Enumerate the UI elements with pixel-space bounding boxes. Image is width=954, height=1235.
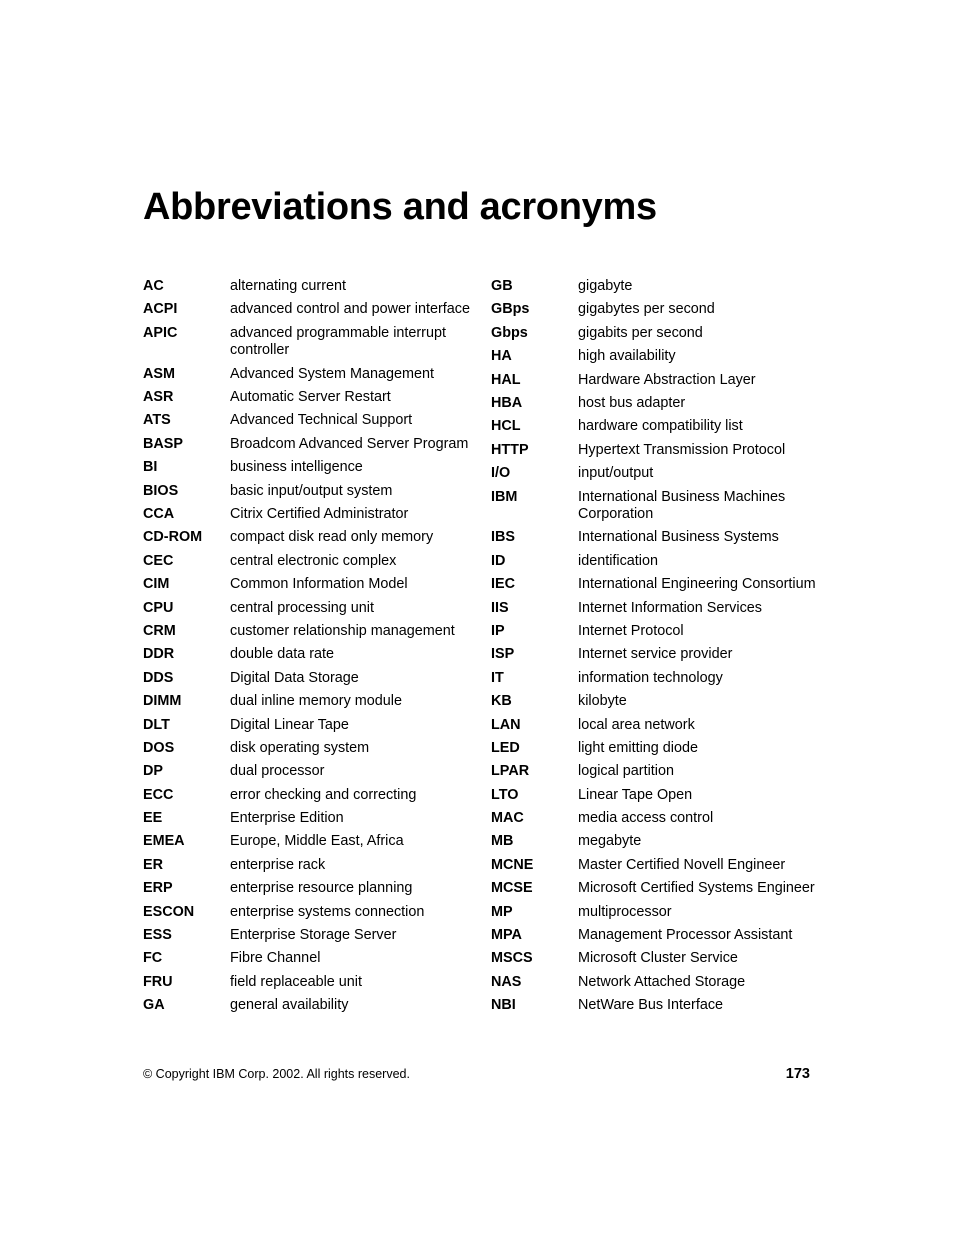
glossary-definition: multiprocessor xyxy=(578,903,672,920)
glossary-term: IEC xyxy=(491,576,515,593)
glossary-term: MCNE xyxy=(491,856,534,873)
glossary-term: MSCS xyxy=(491,950,533,967)
footer xyxy=(143,1066,810,1082)
glossary-term: NBI xyxy=(491,997,516,1014)
glossary-definition: Enterprise Storage Server xyxy=(230,927,397,944)
glossary-term: CCA xyxy=(143,506,175,523)
glossary-definition: Citrix Certified Administrator xyxy=(230,506,409,523)
glossary-definition: Microsoft Cluster Service xyxy=(578,950,738,967)
glossary-term: ATS xyxy=(143,412,171,429)
glossary-term: APIC xyxy=(143,324,178,341)
glossary-term: GA xyxy=(143,997,165,1014)
glossary-entry xyxy=(143,974,473,992)
glossary-term: HA xyxy=(491,348,512,365)
glossary-entry xyxy=(491,997,821,1015)
glossary-definition: double data rate xyxy=(230,646,335,663)
glossary-definition: Automatic Server Restart xyxy=(230,389,391,406)
glossary-definition: business intelligence xyxy=(230,459,363,476)
glossary-term: CPU xyxy=(143,599,174,616)
glossary-entry xyxy=(491,600,821,618)
right-column xyxy=(491,278,821,1021)
glossary-entry xyxy=(143,740,473,758)
glossary-entry xyxy=(143,301,473,319)
glossary-entry xyxy=(491,418,821,436)
glossary-definition: high availability xyxy=(578,348,676,365)
glossary-term: GBps xyxy=(491,301,530,318)
glossary-term: EE xyxy=(143,810,163,827)
glossary-entry xyxy=(143,483,473,501)
glossary-definition: megabyte xyxy=(578,833,642,850)
glossary-entry xyxy=(143,670,473,688)
glossary-term: HCL xyxy=(491,418,521,435)
glossary-definition: Fibre Channel xyxy=(230,950,321,967)
glossary-definition: alternating current xyxy=(230,278,346,294)
glossary-definition: Advanced Technical Support xyxy=(230,412,413,429)
glossary-term: MB xyxy=(491,833,514,850)
glossary-entry xyxy=(143,436,473,454)
glossary-entry xyxy=(491,395,821,413)
glossary-entry xyxy=(491,489,821,524)
glossary-entry xyxy=(143,366,473,384)
glossary-definition: Advanced System Management xyxy=(230,365,434,382)
glossary-term: CEC xyxy=(143,552,174,569)
glossary-term: CD-ROM xyxy=(143,529,203,546)
glossary-entry xyxy=(143,763,473,781)
glossary-entry xyxy=(143,997,473,1015)
glossary-term: DP xyxy=(143,763,163,780)
left-column xyxy=(143,278,473,1021)
glossary-definition: Management Processor Assistant xyxy=(578,927,793,944)
glossary-entry xyxy=(143,553,473,571)
glossary-entry xyxy=(491,278,821,296)
glossary-entry xyxy=(143,278,473,296)
glossary-term: LPAR xyxy=(491,763,530,780)
glossary-term: DIMM xyxy=(143,693,182,710)
glossary-entry xyxy=(491,576,821,594)
glossary-definition: compact disk read only memory xyxy=(230,529,434,546)
glossary-entry xyxy=(491,740,821,758)
glossary-entry xyxy=(491,670,821,688)
glossary-term: I/O xyxy=(491,465,511,482)
glossary-definition: Microsoft Certified Systems Engineer xyxy=(578,880,815,897)
glossary-term: BIOS xyxy=(143,482,179,499)
glossary-term: ECC xyxy=(143,786,174,803)
glossary-definition: customer relationship management xyxy=(230,622,455,639)
glossary-entry xyxy=(143,646,473,664)
copyright-notice: © Copyright IBM Corp. 2002. All rights reserved. xyxy=(143,1067,410,1081)
glossary-term: MP xyxy=(491,903,513,920)
glossary-entry xyxy=(491,880,821,898)
glossary-term: HTTP xyxy=(491,441,529,458)
glossary-term: DDR xyxy=(143,646,175,663)
glossary-term: HAL xyxy=(491,371,521,388)
glossary-entry xyxy=(491,623,821,641)
glossary-definition: logical partition xyxy=(578,763,674,780)
glossary-term: ASR xyxy=(143,389,174,406)
glossary-entry xyxy=(491,693,821,711)
glossary-entry xyxy=(143,927,473,945)
glossary-entry xyxy=(491,904,821,922)
glossary-term: MAC xyxy=(491,810,524,827)
glossary-entry xyxy=(491,927,821,945)
glossary-entry xyxy=(143,833,473,851)
glossary-term: ASM xyxy=(143,365,175,382)
glossary-term: IBS xyxy=(491,529,515,546)
glossary-definition: Hypertext Transmission Protocol xyxy=(578,441,786,458)
glossary-definition: hardware compatibility list xyxy=(578,418,743,435)
glossary-entry xyxy=(491,787,821,805)
glossary-entry xyxy=(491,833,821,851)
glossary-term: KB xyxy=(491,693,512,710)
glossary-definition: Common Information Model xyxy=(230,576,408,593)
glossary-definition: Europe, Middle East, Africa xyxy=(230,833,404,850)
glossary-entry xyxy=(491,301,821,319)
glossary-entry xyxy=(143,693,473,711)
glossary-entry xyxy=(491,529,821,547)
glossary-definition: advanced programmable interrupt controller xyxy=(230,324,446,359)
glossary-definition: host bus adapter xyxy=(578,394,686,411)
glossary-definition: dual processor xyxy=(230,763,325,780)
glossary-definition: identification xyxy=(578,552,658,569)
glossary-definition: gigabytes per second xyxy=(578,301,715,318)
glossary-entry xyxy=(491,646,821,664)
glossary-definition: enterprise resource planning xyxy=(230,880,413,897)
glossary-entry xyxy=(143,459,473,477)
glossary-entry xyxy=(143,950,473,968)
glossary-definition: Internet Information Services xyxy=(578,599,762,616)
glossary-term: ISP xyxy=(491,646,515,663)
glossary-definition: International Business Systems xyxy=(578,529,779,546)
glossary-definition: error checking and correcting xyxy=(230,786,417,803)
glossary-definition: input/output xyxy=(578,465,654,482)
glossary-term: LTO xyxy=(491,786,519,803)
glossary-entry xyxy=(143,623,473,641)
glossary-definition: information technology xyxy=(578,669,723,686)
glossary-definition: field replaceable unit xyxy=(230,973,363,990)
glossary-definition: central electronic complex xyxy=(230,552,397,569)
glossary-term: BI xyxy=(143,459,158,476)
glossary-entry xyxy=(143,880,473,898)
glossary-entry xyxy=(143,576,473,594)
glossary-term: MCSE xyxy=(491,880,533,897)
glossary-definition: Linear Tape Open xyxy=(578,786,693,803)
glossary-term: NAS xyxy=(491,973,522,990)
glossary-entry xyxy=(143,600,473,618)
glossary-entry xyxy=(491,348,821,366)
glossary-definition: general availability xyxy=(230,997,349,1014)
glossary-term: CRM xyxy=(143,622,176,639)
glossary-entry xyxy=(491,950,821,968)
glossary-entry xyxy=(491,372,821,390)
glossary-term: BASP xyxy=(143,435,183,452)
glossary-term: IIS xyxy=(491,599,509,616)
glossary-term: MPA xyxy=(491,927,522,944)
glossary-definition: light emitting diode xyxy=(578,739,698,756)
glossary-term: HBA xyxy=(491,394,523,411)
glossary-term: LED xyxy=(491,739,520,756)
glossary-entry xyxy=(491,325,821,343)
glossary-term: ER xyxy=(143,856,163,873)
glossary-entry xyxy=(143,810,473,828)
glossary-entry xyxy=(143,529,473,547)
glossary-definition: kilobyte xyxy=(578,693,627,710)
page-number: 173 xyxy=(785,1066,810,1082)
glossary-term: ESCON xyxy=(143,903,195,920)
glossary-entry xyxy=(491,553,821,571)
glossary-entry xyxy=(491,810,821,828)
glossary-term: DLT xyxy=(143,716,170,733)
glossary-definition: Network Attached Storage xyxy=(578,973,746,990)
glossary-entry xyxy=(143,506,473,524)
glossary-term: FRU xyxy=(143,973,173,990)
glossary-definition: advanced control and power interface xyxy=(230,301,470,318)
glossary-definition: media access control xyxy=(578,810,714,827)
glossary-entry xyxy=(491,465,821,483)
glossary-term: IT xyxy=(491,669,504,686)
glossary-definition: Internet service provider xyxy=(578,646,733,663)
glossary-definition: basic input/output system xyxy=(230,482,393,499)
glossary-definition: Digital Data Storage xyxy=(230,669,359,686)
glossary-entry xyxy=(143,787,473,805)
glossary-definition: gigabyte xyxy=(578,278,633,294)
glossary-definition: Hardware Abstraction Layer xyxy=(578,371,756,388)
glossary-entry xyxy=(143,412,473,430)
glossary-entry xyxy=(143,325,473,360)
glossary-term: IP xyxy=(491,622,505,639)
glossary-definition: gigabits per second xyxy=(578,324,703,341)
glossary-definition: enterprise systems connection xyxy=(230,903,425,920)
glossary-term: GB xyxy=(491,278,513,294)
glossary-definition: Digital Linear Tape xyxy=(230,716,349,733)
glossary-definition: Master Certified Novell Engineer xyxy=(578,856,786,873)
glossary-entry xyxy=(491,857,821,875)
glossary-entry xyxy=(143,904,473,922)
glossary-entry xyxy=(143,389,473,407)
glossary-term: AC xyxy=(143,278,164,294)
glossary-term: DOS xyxy=(143,739,175,756)
glossary-term: EMEA xyxy=(143,833,185,850)
glossary-entry xyxy=(143,717,473,735)
glossary-term: LAN xyxy=(491,716,521,733)
glossary-definition: International Business Machines Corporation xyxy=(578,488,786,523)
glossary-term: ID xyxy=(491,552,506,569)
glossary-entry xyxy=(491,763,821,781)
glossary-definition: Broadcom Advanced Server Program xyxy=(230,435,469,452)
glossary-term: ERP xyxy=(143,880,173,897)
glossary-term: Gbps xyxy=(491,324,528,341)
glossary-definition: International Engineering Consortium xyxy=(578,576,816,593)
glossary-term: FC xyxy=(143,950,163,967)
glossary-term: ACPI xyxy=(143,301,178,318)
glossary-definition: enterprise rack xyxy=(230,856,326,873)
glossary-term: IBM xyxy=(491,488,518,505)
glossary-term: ESS xyxy=(143,927,172,944)
glossary-definition: dual inline memory module xyxy=(230,693,402,710)
glossary-definition: NetWare Bus Interface xyxy=(578,997,724,1014)
glossary-definition: Internet Protocol xyxy=(578,622,684,639)
glossary-definition: central processing unit xyxy=(230,599,374,616)
glossary-definition: Enterprise Edition xyxy=(230,810,344,827)
glossary-term: DDS xyxy=(143,669,174,686)
page-title: Abbreviations and acronyms xyxy=(143,186,657,228)
glossary-definition: local area network xyxy=(578,716,695,733)
glossary-term: CIM xyxy=(143,576,170,593)
glossary-entry xyxy=(491,442,821,460)
glossary-entry xyxy=(491,717,821,735)
glossary-entry xyxy=(491,974,821,992)
glossary-definition: disk operating system xyxy=(230,739,370,756)
glossary-entry xyxy=(143,857,473,875)
